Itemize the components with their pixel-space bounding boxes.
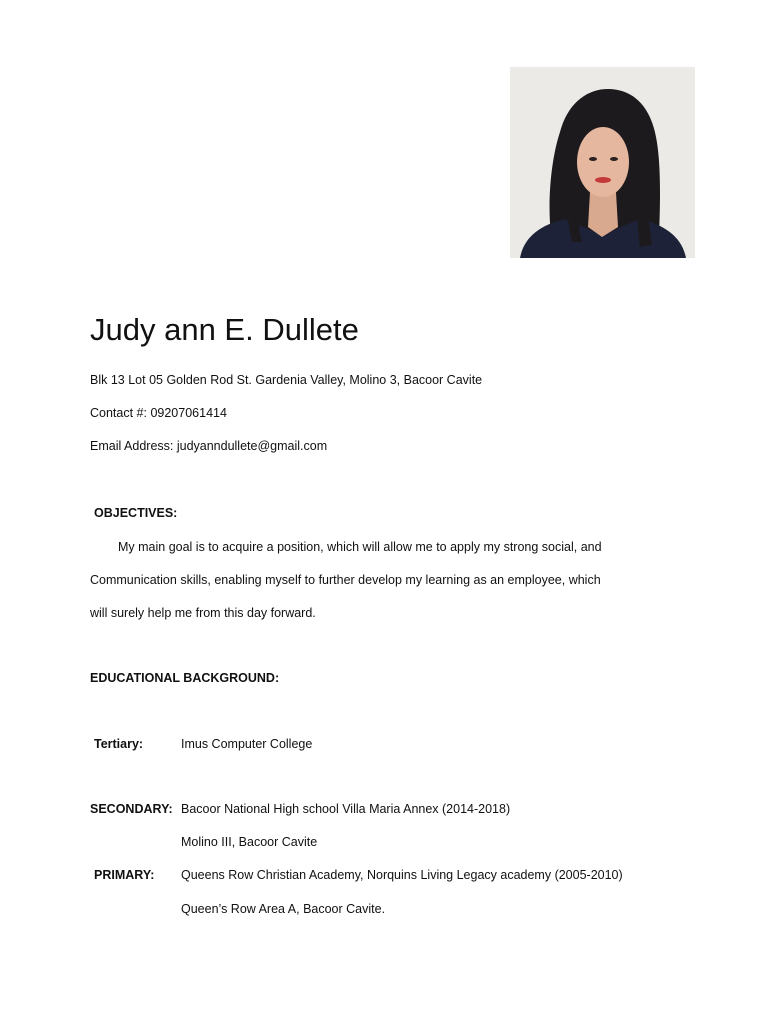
secondary-location: Molino III, Bacoor Cavite [181,835,318,849]
objectives-line-3: will surely help me from this day forward. [90,606,316,620]
primary-location: Queen’s Row Area A, Bacoor Cavite. [181,902,386,916]
email-line: Email Address: judyanndullete@gmail.com [90,439,328,453]
primary-label: PRIMARY: [94,868,155,882]
contact-line: Contact #: 09207061414 [90,406,227,420]
secondary-label: SECONDARY: [90,802,173,816]
education-heading: EDUCATIONAL BACKGROUND: [90,671,280,685]
objectives-heading: OBJECTIVES: [94,506,178,520]
tertiary-school: Imus Computer College [181,737,313,751]
address-line: Blk 13 Lot 05 Golden Rod St. Gardenia Valley, Molino 3, Bacoor Cavite [90,373,483,387]
candidate-name: Judy ann E. Dullete [90,312,359,347]
profile-photo-image [510,67,695,258]
secondary-school: Bacoor National High school Villa Maria Annex (2014-2018) [181,802,511,816]
objectives-line-2: Communication skills, enabling myself to further develop my learning as an employee, which [90,573,601,587]
tertiary-label: Tertiary: [94,737,144,751]
primary-school: Queens Row Christian Academy, Norquins Living Legacy academy (2005-2010) [181,868,623,882]
profile-photo [510,67,695,258]
objectives-line-1: My main goal is to acquire a position, which will allow me to apply my strong social, and [118,540,602,554]
